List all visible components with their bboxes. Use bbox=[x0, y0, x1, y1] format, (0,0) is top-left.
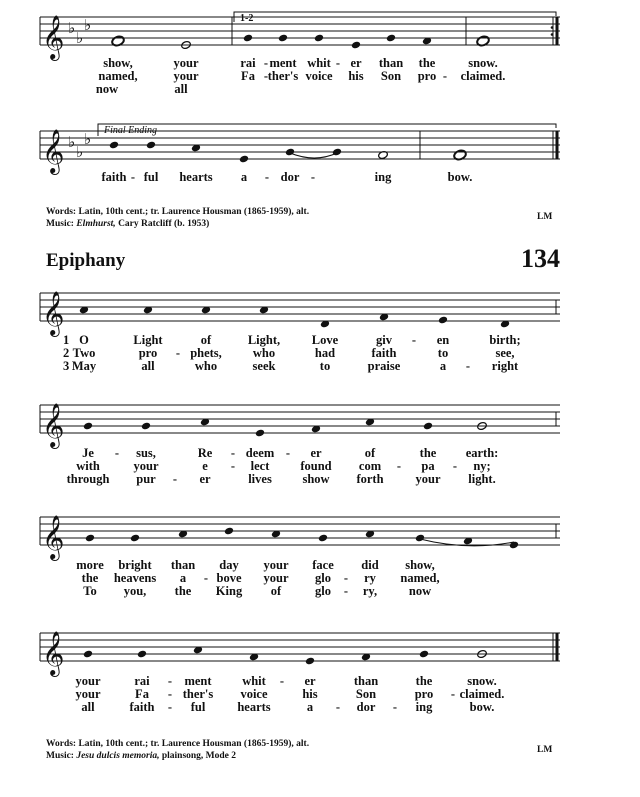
lyric-syllable: glo bbox=[315, 571, 331, 585]
lyric-syllable: than bbox=[378, 56, 404, 70]
meter-label: LM bbox=[537, 745, 553, 755]
hymn-number: 134 bbox=[521, 244, 560, 273]
lyric-syllable: ing bbox=[374, 170, 392, 184]
lyric-syllable: - bbox=[452, 459, 458, 473]
verse-number: 2 bbox=[63, 346, 70, 360]
lyric-syllable: - bbox=[230, 459, 236, 473]
lyric-syllable: through bbox=[66, 472, 110, 486]
words-credit: Words: Latin, 10th cent.; tr. Laurence Housman (1865-1959), alt. bbox=[46, 739, 310, 749]
lyric-syllable: hearts bbox=[237, 700, 271, 714]
lyric-syllable: ing bbox=[415, 700, 433, 714]
lyric-syllable: pro bbox=[414, 687, 434, 701]
lyric-syllable: now bbox=[95, 82, 119, 96]
lyric-syllable: show, bbox=[103, 56, 133, 70]
lyric-syllable: - bbox=[310, 170, 316, 184]
lyric-syllable: your bbox=[75, 687, 101, 701]
svg-text:♭: ♭ bbox=[84, 16, 92, 34]
lyric-syllable: now bbox=[408, 584, 432, 598]
lyric-syllable: ment bbox=[184, 674, 212, 688]
lyric-syllable: glo bbox=[315, 584, 331, 598]
lyric-syllable: ment bbox=[269, 56, 297, 70]
lyric-syllable: To bbox=[83, 584, 97, 598]
lyric-syllable: - bbox=[335, 700, 341, 714]
lyric-syllable: er bbox=[304, 674, 316, 688]
lyric-syllable: a bbox=[439, 359, 447, 373]
lyric-syllable: Fa bbox=[241, 69, 255, 83]
svg-text:♭: ♭ bbox=[76, 143, 84, 161]
lyric-syllable: with bbox=[76, 459, 100, 473]
lyric-syllable: who bbox=[194, 359, 218, 373]
lyric-syllable: giv bbox=[376, 333, 392, 347]
lyric-syllable: May bbox=[71, 359, 97, 373]
lyric-syllable: whit bbox=[307, 56, 331, 70]
lyric-syllable: er bbox=[199, 472, 211, 486]
lyric-syllable: - bbox=[263, 56, 269, 70]
lyric-syllable: - bbox=[285, 446, 291, 460]
svg-text:♭: ♭ bbox=[84, 130, 92, 148]
lyric-syllable: forth bbox=[356, 472, 384, 486]
lyric-syllable: face bbox=[312, 558, 334, 572]
lyric-syllable: pur bbox=[136, 472, 156, 486]
lyric-syllable: - bbox=[175, 346, 181, 360]
verse-number: 3 bbox=[63, 359, 70, 373]
lyric-syllable: - bbox=[465, 359, 471, 373]
lyric-syllable: bow. bbox=[447, 170, 473, 184]
lyric-syllable: - bbox=[130, 170, 136, 184]
lyric-syllable: er bbox=[310, 446, 322, 460]
lyric-syllable: dor bbox=[280, 170, 300, 184]
staff-top-1 bbox=[40, 12, 560, 45]
lyric-syllable: voice bbox=[240, 687, 268, 701]
lyric-syllable: pro bbox=[138, 346, 158, 360]
lyric-syllable: to bbox=[437, 346, 449, 360]
lyric-syllable: the bbox=[419, 446, 437, 460]
lyric-syllable: - bbox=[203, 571, 209, 585]
lyric-syllable: Re bbox=[197, 446, 213, 460]
verse-number: 1 bbox=[63, 333, 70, 347]
lyric-syllable: his bbox=[302, 687, 318, 701]
lyric-syllable: - bbox=[442, 69, 448, 83]
lyric-syllable: his bbox=[348, 69, 364, 83]
lyric-syllable: ry, bbox=[362, 584, 378, 598]
lyric-syllable: than bbox=[353, 674, 379, 688]
lyric-syllable: - bbox=[263, 69, 269, 83]
lyric-syllable: a bbox=[240, 170, 248, 184]
lyric-syllable: day bbox=[219, 558, 239, 572]
lyric-syllable: ther's bbox=[182, 687, 214, 701]
lyric-syllable: see, bbox=[495, 346, 515, 360]
lyric-syllable: claimed. bbox=[460, 69, 506, 83]
lyric-syllable: - bbox=[114, 446, 120, 460]
lyric-syllable: pro bbox=[417, 69, 437, 83]
lyric-syllable: - bbox=[172, 472, 178, 486]
lyric-syllable: heavens bbox=[113, 571, 157, 585]
words-credit: Words: Latin, 10th cent.; tr. Laurence Housman (1865-1959), alt. bbox=[46, 207, 310, 217]
lyric-syllable: rai bbox=[134, 674, 150, 688]
lyric-syllable: lives bbox=[248, 472, 272, 486]
lyric-syllable: bow. bbox=[469, 700, 495, 714]
lyric-syllable: deem bbox=[245, 446, 275, 460]
lyric-syllable: had bbox=[314, 346, 336, 360]
lyric-syllable: a bbox=[179, 571, 187, 585]
volta-label: Final Ending bbox=[104, 125, 158, 136]
svg-text:♭: ♭ bbox=[68, 133, 76, 151]
treble-clef-icon: 𝄞 bbox=[42, 15, 65, 59]
lyric-syllable: a bbox=[306, 700, 314, 714]
lyric-syllable: seek bbox=[252, 359, 276, 373]
lyric-syllable: ny; bbox=[473, 459, 491, 473]
lyric-syllable: - bbox=[264, 170, 270, 184]
lyric-syllable: all bbox=[141, 359, 155, 373]
music-credit: Music: Jesu dulcis memoria, plainsong, Mode 2 bbox=[46, 751, 237, 761]
music-credit: Music: Elmhurst, Cary Ratcliff (b. 1953) bbox=[46, 219, 210, 229]
lyric-syllable: claimed. bbox=[459, 687, 505, 701]
lyric-syllable: dor bbox=[356, 700, 376, 714]
lyric-syllable: ry bbox=[364, 571, 376, 585]
lyric-syllable: Son bbox=[380, 69, 402, 83]
lyric-syllable: of bbox=[270, 584, 282, 598]
notes-1 bbox=[79, 306, 510, 329]
treble-clef-icon: 𝄞 bbox=[42, 129, 65, 173]
lyric-syllable: - bbox=[411, 333, 417, 347]
svg-text:♭: ♭ bbox=[76, 29, 84, 47]
lyric-syllable: Je bbox=[82, 446, 94, 460]
lyric-syllable: er bbox=[350, 56, 362, 70]
lyric-syllable: - bbox=[167, 700, 173, 714]
lyric-syllable: sus, bbox=[136, 446, 156, 460]
notes-4 bbox=[83, 646, 487, 666]
lyric-syllable: - bbox=[167, 687, 173, 701]
lyric-syllable: your bbox=[75, 674, 101, 688]
lyric-syllable: Light, bbox=[247, 333, 281, 347]
staff-1 bbox=[40, 293, 560, 321]
lyric-syllable: ther's bbox=[267, 69, 299, 83]
lyric-syllable: right bbox=[491, 359, 519, 373]
lyric-syllable: of bbox=[200, 333, 212, 347]
treble-clef-icon: 𝄞 bbox=[42, 291, 65, 335]
lyric-syllable: you, bbox=[123, 584, 147, 598]
hymn-title: Epiphany bbox=[46, 250, 126, 271]
lyric-syllable: your bbox=[173, 56, 199, 70]
lyric-syllable: show bbox=[302, 472, 330, 486]
lyric-syllable: O bbox=[79, 333, 89, 347]
lyric-syllable: all bbox=[81, 700, 95, 714]
lyric-syllable: the bbox=[81, 571, 99, 585]
lyric-syllable: your bbox=[263, 558, 289, 572]
lyric-syllable: - bbox=[396, 459, 402, 473]
lyric-syllable: the bbox=[174, 584, 192, 598]
lyric-syllable: all bbox=[174, 82, 188, 96]
lyric-syllable: - bbox=[230, 446, 236, 460]
lyric-syllable: phets, bbox=[190, 346, 222, 360]
lyric-syllable: who bbox=[252, 346, 276, 360]
lyric-syllable: com bbox=[358, 459, 382, 473]
lyric-syllable: - bbox=[335, 56, 341, 70]
lyric-syllable: the bbox=[415, 674, 433, 688]
treble-clef-icon: 𝄞 bbox=[42, 515, 65, 559]
lyric-syllable: Son bbox=[355, 687, 377, 701]
lyric-syllable: snow. bbox=[468, 56, 498, 70]
staff-3 bbox=[40, 517, 560, 546]
lyric-syllable: en bbox=[436, 333, 450, 347]
lyric-syllable: ful bbox=[143, 170, 159, 184]
lyric-syllable: earth: bbox=[465, 446, 499, 460]
lyric-syllable: Light bbox=[133, 333, 163, 347]
lyric-syllable: bove bbox=[216, 571, 242, 585]
notes-2 bbox=[83, 418, 487, 438]
lyric-syllable: bright bbox=[118, 558, 152, 572]
lyric-syllable: show, bbox=[405, 558, 435, 572]
lyric-syllable: to bbox=[319, 359, 331, 373]
lyric-syllable: Two bbox=[72, 346, 96, 360]
lyric-syllable: your bbox=[133, 459, 159, 473]
lyric-syllable: of bbox=[364, 446, 376, 460]
lyric-syllable: pa bbox=[421, 459, 435, 473]
lyric-syllable: named, bbox=[98, 69, 138, 83]
lyric-syllable: did bbox=[361, 558, 379, 572]
treble-clef-icon: 𝄞 bbox=[42, 631, 65, 675]
lyric-syllable: found bbox=[300, 459, 332, 473]
lyric-syllable: - bbox=[450, 687, 456, 701]
lyric-syllable: - bbox=[279, 674, 285, 688]
lyric-syllable: Fa bbox=[135, 687, 149, 701]
lyric-syllable: birth; bbox=[489, 333, 521, 347]
lyric-syllable: faith bbox=[371, 346, 397, 360]
lyric-syllable: ful bbox=[190, 700, 206, 714]
lyric-syllable: - bbox=[343, 584, 349, 598]
lyric-syllable: light. bbox=[468, 472, 496, 486]
lyric-syllable: - bbox=[392, 700, 398, 714]
lyric-syllable: more bbox=[76, 558, 104, 572]
lyric-syllable: King bbox=[215, 584, 243, 598]
lyric-syllable: whit bbox=[242, 674, 266, 688]
svg-text:♭: ♭ bbox=[68, 19, 76, 37]
lyric-syllable: - bbox=[167, 674, 173, 688]
lyric-syllable: faith bbox=[101, 170, 127, 184]
lyric-syllable: Love bbox=[311, 333, 339, 347]
lyric-syllable: rai bbox=[240, 56, 256, 70]
meter-label: LM bbox=[537, 212, 553, 222]
treble-clef-icon: 𝄞 bbox=[42, 403, 65, 447]
lyric-syllable: lect bbox=[250, 459, 270, 473]
lyric-syllable: your bbox=[415, 472, 441, 486]
lyric-syllable: your bbox=[263, 571, 289, 585]
lyric-syllable: hearts bbox=[179, 170, 213, 184]
lyric-syllable: - bbox=[343, 571, 349, 585]
volta-label: 1-2 bbox=[240, 13, 254, 24]
lyric-syllable: named, bbox=[400, 571, 440, 585]
lyric-syllable: than bbox=[170, 558, 196, 572]
lyric-syllable: voice bbox=[305, 69, 333, 83]
lyric-syllable: the bbox=[418, 56, 436, 70]
lyric-syllable: praise bbox=[367, 359, 401, 373]
lyric-syllable: e bbox=[202, 459, 208, 473]
lyric-syllable: your bbox=[173, 69, 199, 83]
lyric-syllable: snow. bbox=[467, 674, 497, 688]
lyric-syllable: faith bbox=[129, 700, 155, 714]
